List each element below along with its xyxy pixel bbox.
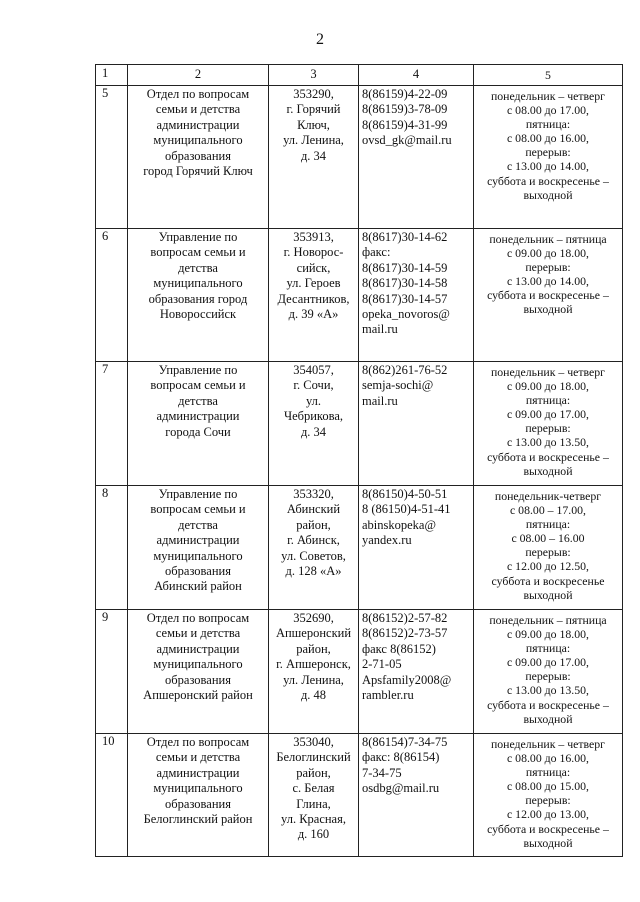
header-col-4: 4	[359, 65, 474, 86]
institution-name-line: семьи и детства	[155, 750, 241, 765]
institution-name-line: вопросам семьи и	[150, 502, 246, 517]
institution-name-line: администрации	[156, 409, 240, 424]
header-col-2: 2	[128, 65, 269, 86]
contacts-line: osdbg@mail.ru	[362, 781, 440, 796]
institution-name-line: Отдел по вопросам	[146, 611, 250, 625]
institution-name-line: вопросам семьи и	[150, 245, 246, 260]
working-hours-line: с 08.00 до 16.00,	[506, 751, 590, 766]
contacts-line: 2-71-05	[362, 657, 402, 672]
working-hours-line: с 09.00 до 17.00,	[506, 655, 590, 670]
institution-name-line: муниципального	[153, 657, 243, 672]
institution-name-line: Отдел по вопросам	[146, 735, 250, 749]
contacts-line: 8(86159)4-31-99	[362, 117, 448, 132]
institution-name-line: детства	[178, 517, 218, 532]
contacts-cell	[359, 362, 474, 486]
contacts-line: opeka_novoros@	[362, 307, 450, 322]
contacts-line: 8(8617)30-14-57	[362, 291, 448, 306]
table-row	[96, 610, 623, 734]
contacts-line: 8(862)261-76-52	[362, 363, 448, 377]
institution-name-line: образования	[165, 564, 231, 579]
address-line: Десантников,	[277, 291, 350, 306]
contacts-line: Apsfamily2008@	[362, 672, 452, 687]
working-hours-line: с 12.00 до 13.00,	[506, 807, 590, 822]
working-hours-line: с 13.00 до 14.00,	[506, 274, 590, 289]
address-line: ул. Красная,	[281, 812, 346, 827]
contacts-cell	[359, 734, 474, 857]
table-row	[96, 734, 623, 857]
working-hours-line: пятница:	[525, 765, 571, 780]
working-hours-line: с 08.00 – 17.00,	[509, 503, 587, 518]
institution-name-line: детства	[178, 393, 218, 408]
institution-name-cell	[128, 610, 269, 734]
working-hours-line: с 08.00 до 17.00,	[506, 103, 590, 118]
address-line: ул. Ленина,	[283, 672, 344, 687]
working-hours-line: понедельник – четверг	[490, 737, 606, 751]
contacts-line: 8(8617)30-14-62	[362, 230, 448, 244]
address-line: ул. Героев	[286, 276, 341, 291]
row-number: 6	[96, 229, 128, 362]
contacts-line: 8(86152)2-73-57	[362, 626, 448, 641]
institutions-table	[95, 64, 623, 857]
address-cell	[269, 86, 359, 229]
address-cell	[269, 362, 359, 486]
address-line: д. 48	[300, 688, 327, 703]
contacts-line: факс 8(86152)	[362, 641, 436, 656]
institution-name-line: Управление по	[158, 230, 238, 244]
address-line: Глина,	[296, 796, 331, 811]
working-hours-line: с 13.00 до 14.00,	[506, 159, 590, 174]
table-row	[96, 486, 623, 610]
address-line: 353320,	[293, 487, 334, 501]
header-col-1: 1	[96, 65, 128, 86]
working-hours-line: понедельник – пятница	[489, 613, 607, 627]
table-row	[96, 86, 623, 229]
row-number: 10	[96, 734, 128, 857]
institution-name-line: Управление по	[158, 487, 238, 501]
working-hours-cell	[474, 734, 623, 857]
institution-name-line: муниципального	[153, 133, 243, 148]
contacts-line: ovsd_gk@mail.ru	[362, 133, 452, 148]
address-line: Апшеронский	[275, 626, 352, 641]
contacts-line: yandex.ru	[362, 533, 412, 548]
page-number: 2	[316, 31, 324, 48]
address-line: д. 34	[300, 148, 327, 163]
institution-name-line: Управление по	[158, 363, 238, 377]
address-line: 354057,	[293, 363, 334, 377]
address-line: Белоглинский	[276, 750, 351, 765]
address-line: ул.	[305, 393, 322, 408]
working-hours-line: понедельник-четверг	[494, 489, 602, 503]
address-line: г. Новорос-	[283, 245, 344, 260]
working-hours-line: понедельник – четверг	[490, 89, 606, 103]
row-number: 8	[96, 486, 128, 610]
institution-name-line: вопросам семьи и	[150, 378, 246, 393]
working-hours-line: пятница:	[525, 117, 571, 132]
row-number: 5	[96, 86, 128, 229]
address-line: г. Апшеронск,	[276, 657, 351, 672]
address-cell	[269, 229, 359, 362]
contacts-line: 8(86159)3-78-09	[362, 102, 448, 117]
institution-name-line: семьи и детства	[155, 102, 241, 117]
working-hours-line: с 09.00 до 18.00,	[506, 379, 590, 394]
working-hours-line: с 13.00 до 13.50,	[506, 683, 590, 698]
address-line: д. 160	[297, 827, 330, 842]
contacts-cell	[359, 610, 474, 734]
working-hours-line: пятница:	[525, 641, 571, 656]
contacts-line: 8(86150)4-50-51	[362, 487, 448, 501]
working-hours-line: выходной	[523, 587, 573, 602]
contacts-line: факс:	[362, 245, 391, 260]
header-col-5: 5	[474, 65, 623, 86]
working-hours-line: с 08.00 – 16.00	[511, 531, 585, 546]
table-row	[96, 229, 623, 362]
working-hours-line: перерыв:	[525, 145, 571, 160]
address-line: г. Сочи,	[293, 378, 334, 393]
institution-name-line: город Горячий Ключ	[143, 164, 253, 179]
institution-name-line: Белоглинский район	[143, 812, 253, 827]
table-row	[96, 362, 623, 486]
address-line: ул. Советов,	[281, 548, 346, 563]
row-number: 7	[96, 362, 128, 486]
working-hours-line: с 13.00 до 13.50,	[506, 435, 590, 450]
working-hours-cell	[474, 362, 623, 486]
institution-name-cell	[128, 486, 269, 610]
institution-name-cell	[128, 362, 269, 486]
contacts-line: факс: 8(86154)	[362, 750, 440, 765]
address-line: г. Абинск,	[287, 533, 340, 548]
working-hours-line: суббота и воскресенье	[491, 573, 605, 588]
address-line: 353913,	[293, 230, 334, 244]
institution-name-line: администрации	[156, 533, 240, 548]
working-hours-line: перерыв:	[525, 793, 571, 808]
address-line: район,	[296, 517, 331, 532]
working-hours-line: перерыв:	[525, 260, 571, 275]
address-line: 353290,	[293, 87, 334, 101]
working-hours-line: понедельник – четверг	[490, 365, 606, 379]
institution-name-line: Абинский район	[154, 579, 242, 594]
contacts-line: semja-sochi@	[362, 378, 434, 393]
address-cell	[269, 486, 359, 610]
working-hours-line: выходной	[523, 187, 573, 202]
address-line: д. 34	[300, 424, 327, 439]
address-line: Ключ,	[297, 117, 330, 132]
address-line: д. 39 «А»	[288, 307, 339, 322]
working-hours-line: с 08.00 до 16.00,	[506, 131, 590, 146]
institution-name-line: Новороссийск	[159, 307, 237, 322]
institution-name-line: образования	[165, 796, 231, 811]
contacts-cell	[359, 486, 474, 610]
institution-name-line: муниципального	[153, 276, 243, 291]
institution-name-cell	[128, 229, 269, 362]
working-hours-cell	[474, 610, 623, 734]
working-hours-line: суббота и воскресенье –	[487, 821, 609, 836]
contacts-line: abinskopeka@	[362, 517, 436, 532]
contacts-line: 8(8617)30-14-58	[362, 276, 448, 291]
working-hours-line: пятница:	[525, 517, 571, 532]
contacts-cell	[359, 229, 474, 362]
working-hours-cell	[474, 229, 623, 362]
institution-name-line: администрации	[156, 765, 240, 780]
working-hours-line: с 12.00 до 12.50,	[506, 559, 590, 574]
address-line: д. 128 «А»	[285, 564, 342, 579]
institution-name-line: Отдел по вопросам	[146, 87, 250, 101]
working-hours-line: с 09.00 до 18.00,	[506, 246, 590, 261]
working-hours-line: суббота и воскресенье –	[487, 697, 609, 712]
institution-name-line: Апшеронский район	[143, 688, 253, 703]
working-hours-line: с 09.00 до 18.00,	[506, 627, 590, 642]
contacts-line: rambler.ru	[362, 688, 414, 703]
contacts-line: 7-34-75	[362, 765, 402, 780]
working-hours-line: с 09.00 до 17.00,	[506, 407, 590, 422]
working-hours-line: перерыв:	[525, 669, 571, 684]
working-hours-line: перерыв:	[525, 421, 571, 436]
row-number: 9	[96, 610, 128, 734]
institution-name-line: детства	[178, 260, 218, 275]
institution-name-line: образования	[165, 672, 231, 687]
working-hours-cell	[474, 86, 623, 229]
working-hours-line: выходной	[523, 711, 573, 726]
contacts-cell	[359, 86, 474, 229]
address-line: ул. Ленина,	[283, 133, 344, 148]
working-hours-line: перерыв:	[525, 545, 571, 560]
institution-name-cell	[128, 734, 269, 857]
institution-name-line: муниципального	[153, 548, 243, 563]
institution-name-line: администрации	[156, 641, 240, 656]
contacts-line: 8(8617)30-14-59	[362, 260, 448, 275]
address-line: Чебрикова,	[283, 409, 344, 424]
working-hours-line: выходной	[523, 835, 573, 850]
contacts-line: mail.ru	[362, 322, 398, 337]
working-hours-line: с 08.00 до 15.00,	[506, 779, 590, 794]
address-line: район,	[296, 765, 331, 780]
institution-name-line: семьи и детства	[155, 626, 241, 641]
working-hours-line: выходной	[523, 463, 573, 478]
working-hours-cell	[474, 486, 623, 610]
contacts-line: mail.ru	[362, 393, 398, 408]
working-hours-line: пятница:	[525, 393, 571, 408]
address-line: с. Белая	[292, 781, 335, 796]
address-cell	[269, 610, 359, 734]
address-line: район,	[296, 641, 331, 656]
contacts-line: 8(86152)2-57-82	[362, 611, 448, 625]
table-header-row	[96, 65, 623, 86]
header-col-3: 3	[269, 65, 359, 86]
working-hours-line: суббота и воскресенье –	[487, 288, 609, 303]
working-hours-line: понедельник – пятница	[489, 232, 607, 246]
contacts-line: 8 (86150)4-51-41	[362, 502, 451, 517]
working-hours-line: суббота и воскресенье –	[487, 173, 609, 188]
address-line: г. Горячий	[286, 102, 341, 117]
contacts-line: 8(86154)7-34-75	[362, 735, 448, 749]
institution-name-line: образования	[165, 148, 231, 163]
institution-name-line: муниципального	[153, 781, 243, 796]
working-hours-line: выходной	[523, 302, 573, 317]
working-hours-line: суббота и воскресенье –	[487, 449, 609, 464]
institution-name-line: города Сочи	[165, 424, 231, 439]
address-line: Абинский	[286, 502, 341, 517]
contacts-line: 8(86159)4-22-09	[362, 87, 448, 101]
address-line: 352690,	[293, 611, 334, 625]
institution-name-line: администрации	[156, 117, 240, 132]
institution-name-line: образования город	[148, 291, 248, 306]
address-line: 353040,	[293, 735, 334, 749]
institution-name-cell	[128, 86, 269, 229]
address-line: сийск,	[296, 260, 331, 275]
address-cell	[269, 734, 359, 857]
